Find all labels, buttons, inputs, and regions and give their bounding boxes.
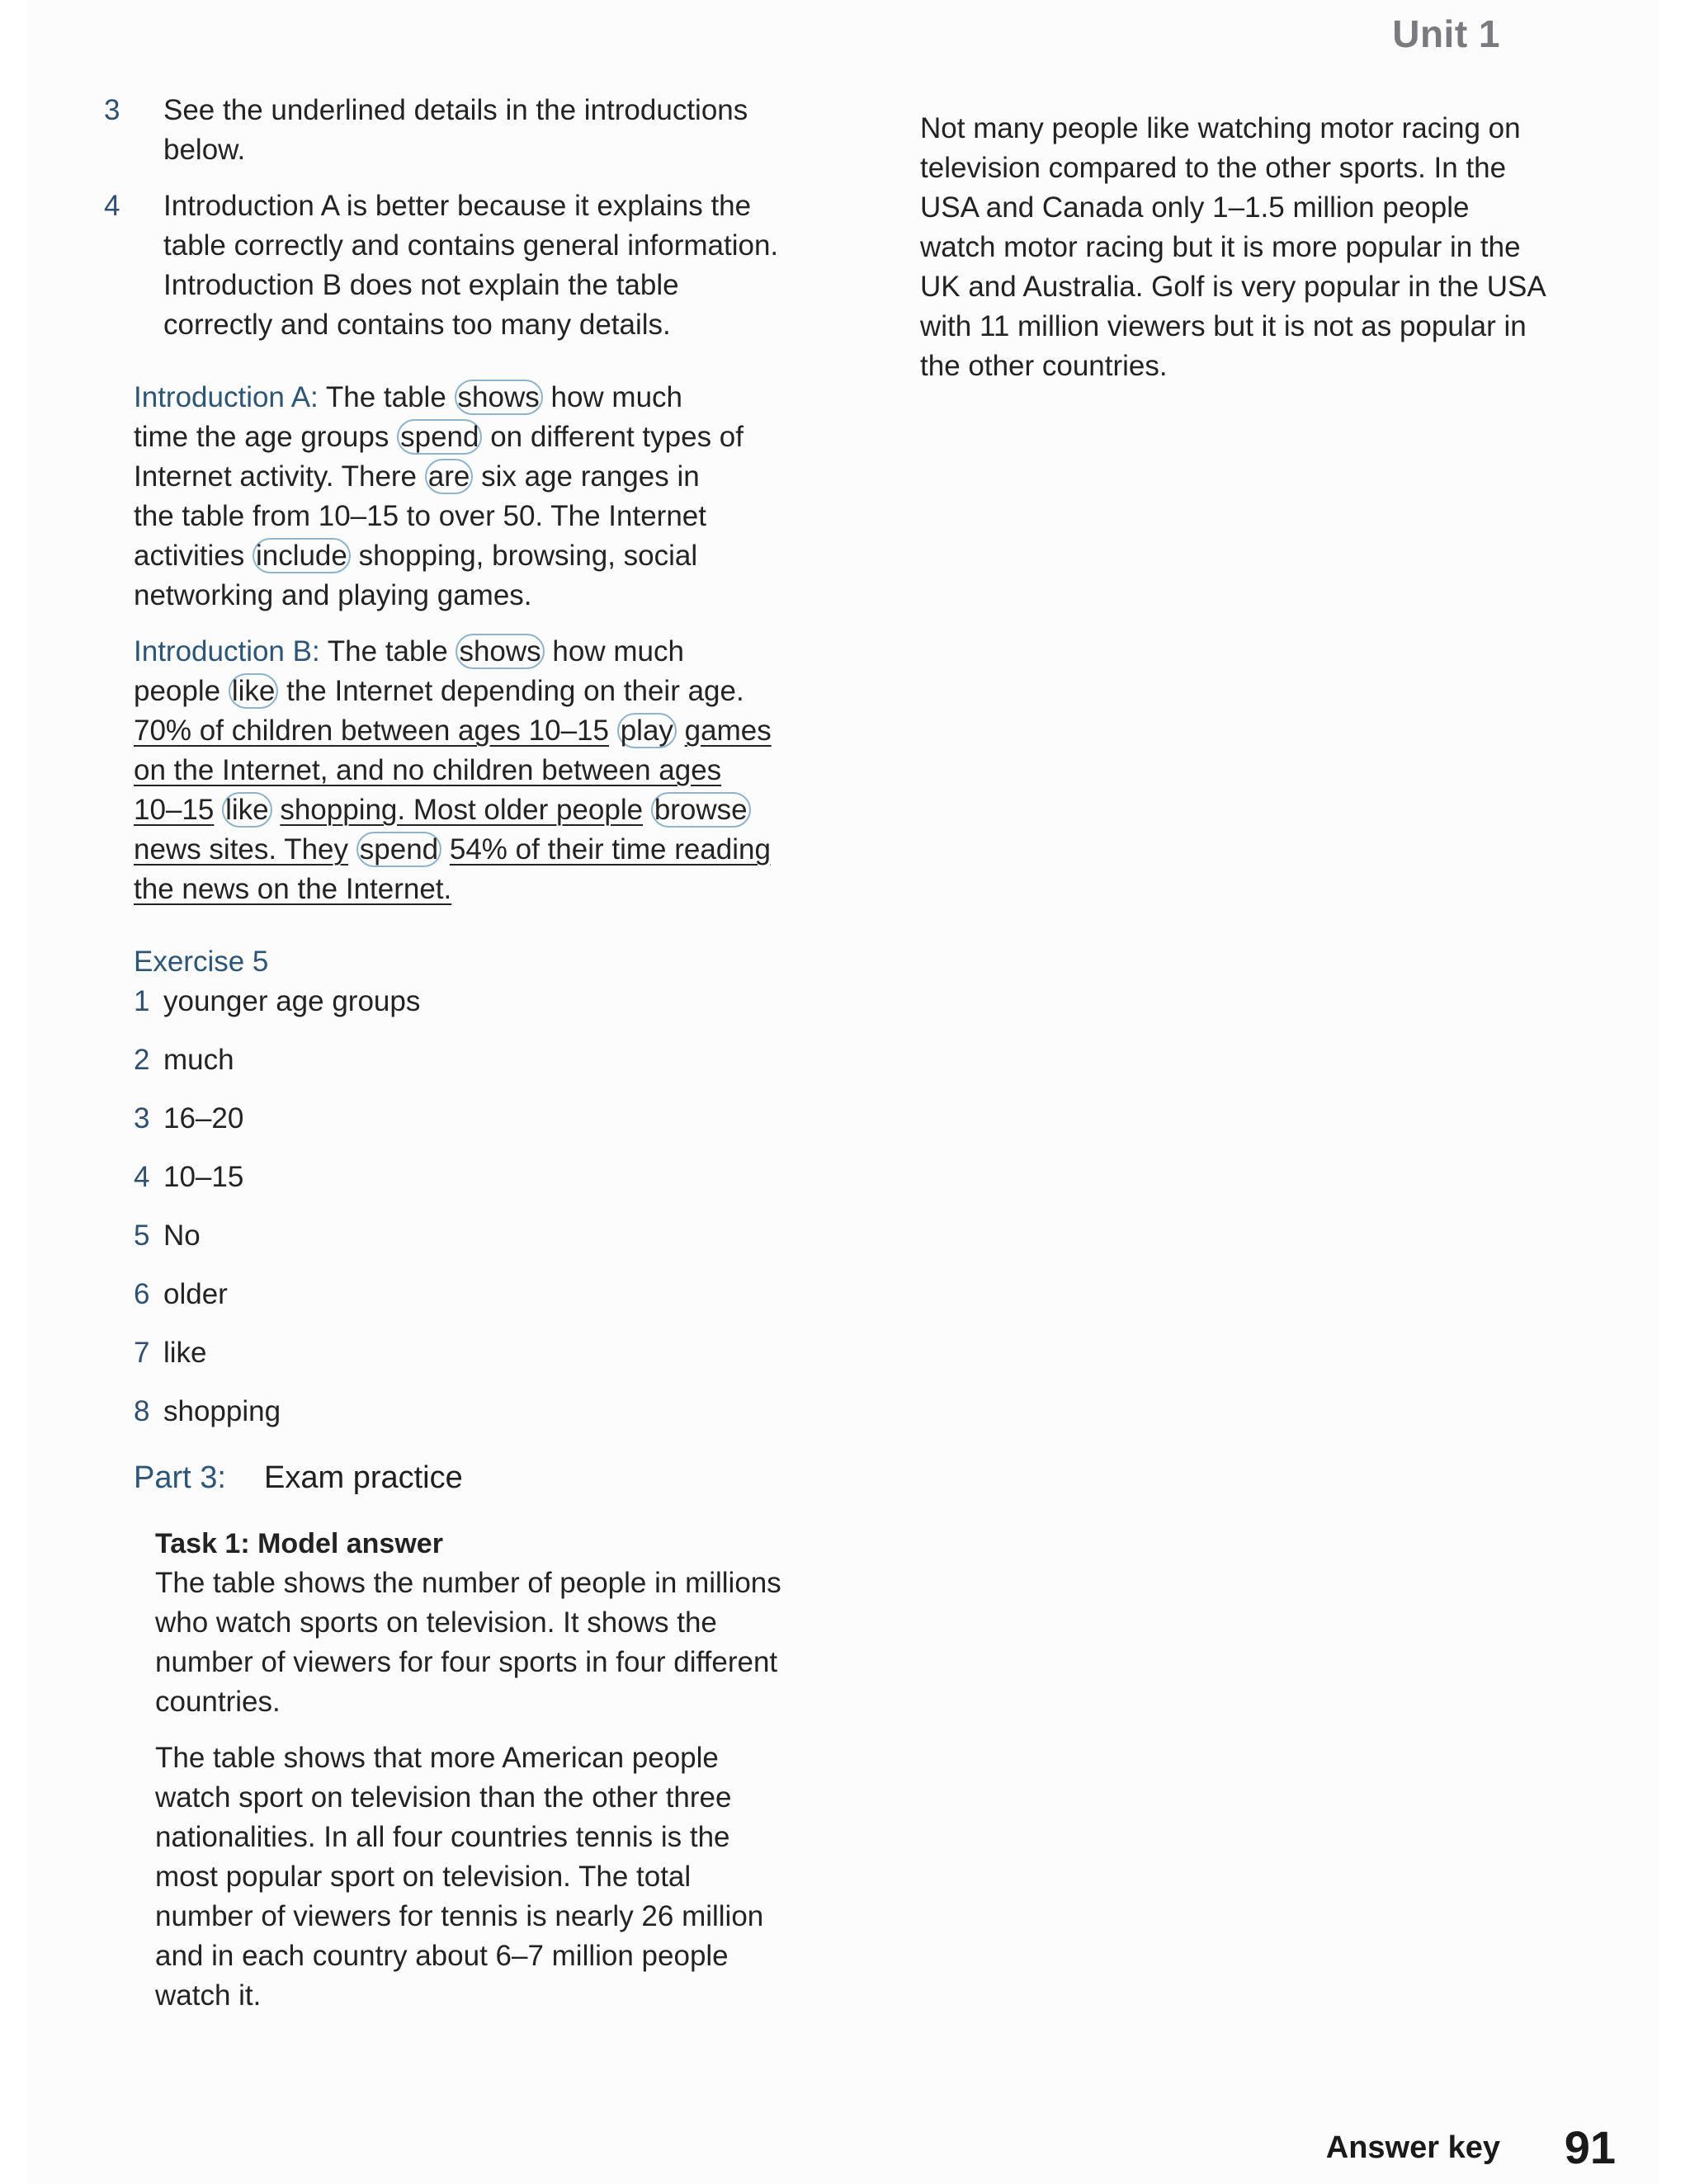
exercise-5-title: Exercise 5 [134,946,269,978]
circled-word: shows [455,380,543,415]
task-1-model-answer [155,1524,794,2016]
circled-word: shows [456,634,544,669]
underlined-detail: 70% of children between ages 10–15 [134,715,609,747]
model-answer-paragraph: Not many people like watching motor racing on television compared to the other sports. In the USA and Canada only 1–1.5 million people watch motor racing but it is more popular in the UK and Australia. Golf is very popular in the USA with 11 million viewers but it is not as popular in the other countries. [920,112,1545,382]
page-number: 91 [1564,2121,1616,2173]
answer-item-3 [104,91,794,170]
circled-word: include [253,538,351,573]
list-item: 7 like [134,1337,207,1369]
introduction-b-label: Introduction B: [134,635,320,667]
circled-word: like [222,792,272,828]
list-item: 6 older [134,1278,228,1310]
model-answer-paragraph: The table shows that more American people watch sport on television than the other three nationalities. In all four countries tennis is the most popular sport on television. The total number of viewers for tennis is nearly 26 million and in each country about 6–7 million people watch it. [155,1742,764,2012]
circled-word: play [617,713,677,748]
list-item: 4 10–15 [134,1161,244,1193]
circled-word: spend [356,832,441,867]
part-number: Part 3: [134,1460,226,1495]
underlined-detail: shopping. Most older people [280,794,644,826]
circled-word: browse [651,792,751,828]
list-item: 2 much [134,1044,234,1076]
item-text: Introduction A is better because it explains the table correctly and contains general information. Introduction B does not explain the table correctly and contains too many details. [163,190,779,341]
exercise-5-list [134,982,794,1432]
page [26,0,1659,2184]
introduction-a: Introduction A: The table shows how much time the age groups spend on different types of Internet activity. There are six age ranges in the table from 10–15 to over 50. The Internet activities include shopping, browsing, social networking and playing games. [134,381,744,611]
list-item: 8 shopping [134,1395,281,1427]
circled-word: like [229,673,279,709]
part-3-heading [134,1456,794,1499]
footer-label: Answer key [1325,2130,1500,2165]
right-column [920,109,1547,403]
model-answer-paragraph: The table shows the number of people in millions who watch sports on television. It shows the number of viewers for four sports in four different countries. [155,1567,781,1718]
answer-item-4 [104,186,794,345]
underlined-detail: 54% of their time reading the news on the Internet. [134,833,771,905]
underlined-detail: games on the Internet, and no children between ages 10–15 [134,715,772,826]
item-number: 3 [104,94,120,126]
introduction-a-label: Introduction A: [134,381,319,413]
part-name: Exam practice [264,1460,463,1495]
circled-word: are [425,459,474,494]
task-title: Task 1: Model answer [155,1528,443,1559]
introduction-b: Introduction B: The table shows how much people like the Internet depending on their age. 70% of children between ages 10–15 play games on the Internet, and no children between ages 10–15 like shopping. Most older people browse news sites. They spend 54% of their time reading the news on the Internet. [134,635,772,905]
left-column [104,91,794,2032]
unit-label: Unit 1 [1392,12,1500,55]
list-item: 5 No [134,1219,201,1252]
list-item: 3 16–20 [134,1102,244,1134]
list-item: 1 younger age groups [134,985,421,1017]
item-number: 4 [104,190,120,222]
underlined-detail: news sites. They [134,833,349,866]
item-text: See the underlined details in the introductions below. [163,94,748,166]
circled-word: spend [397,419,482,455]
